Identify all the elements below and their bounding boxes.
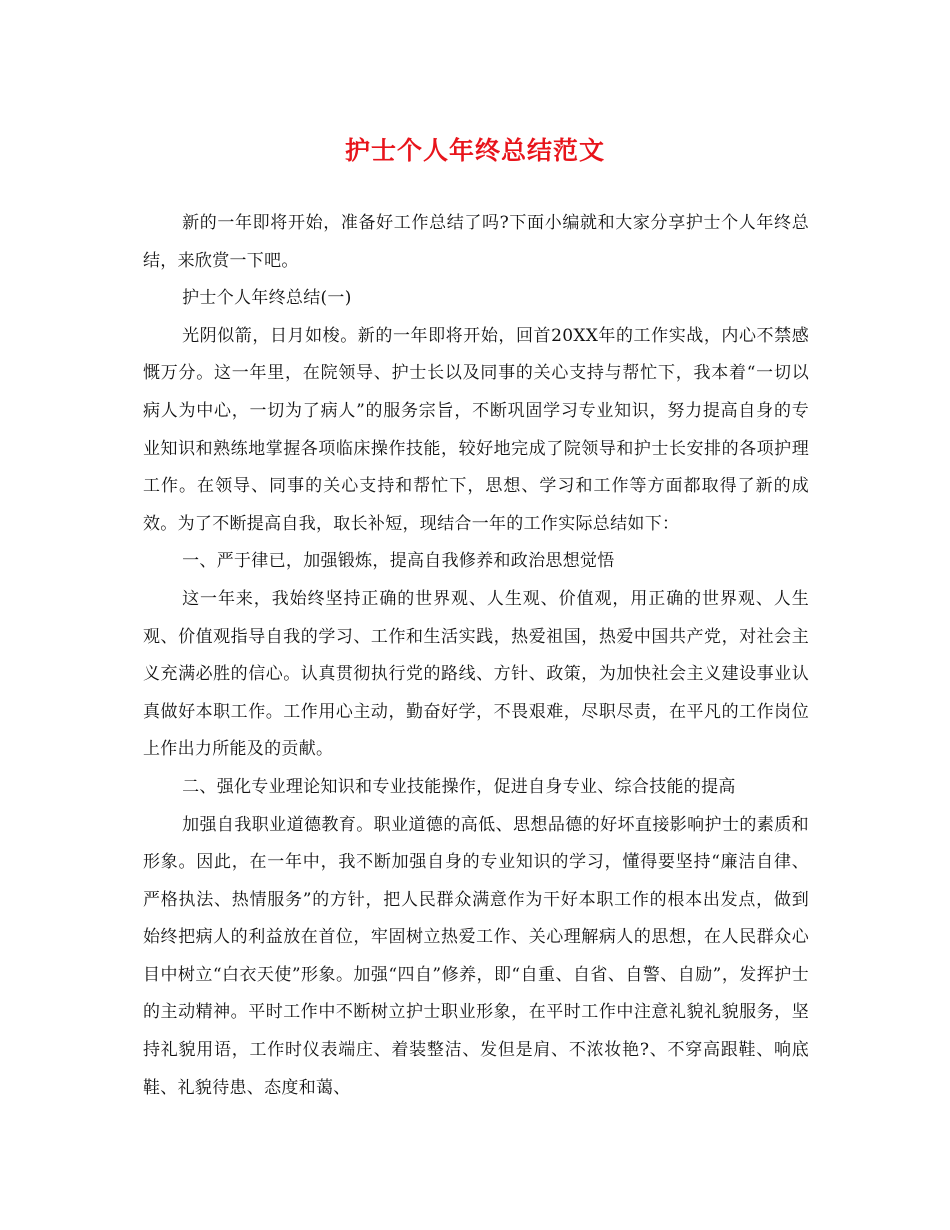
subsection-heading: 一、严于律已，加强锻炼，提高自我修养和政治思想觉悟 bbox=[182, 551, 615, 572]
body-paragraph: 光阴似箭，日月如梭。新的一年即将开始，回首20XX年的工作实战，内心不禁感慨万分。这一年里，在院领导、护士长以及同事的关心支持与帮忙下，我本着“一切以病人为中心，一切为了病人”的服务宗旨，不断巩固学习专业知识，努力提高自身的专业知识和熟练地掌握各项临床操作技能，较好地完成了院领导和护士长安排的各项护理工作。在领导、同事的关心支持和帮忙下，思想、学习和工作等方面都取得了新的成效。为了不断提高自我，取长补短，现结合一年的工作实际总结如下： bbox=[143, 325, 809, 534]
section-heading: 护士个人年终总结(一) bbox=[182, 288, 352, 309]
intro-paragraph: 新的一年即将开始，准备好工作总结了吗?下面小编就和大家分享护士个人年终总结，来欣赏一下吧。 bbox=[143, 213, 809, 271]
subsection-heading: 二、强化专业理论知识和专业技能操作，促进自身专业、综合技能的提高 bbox=[182, 776, 736, 797]
document-body bbox=[143, 205, 809, 1107]
document-title: 护士个人年终总结范文 bbox=[344, 136, 605, 165]
body-paragraph: 加强自我职业道德教育。职业道德的高低、思想品德的好坏直接影响护士的素质和形象。因此，在一年中，我不断加强自身的专业知识的学习，懂得要坚持“廉洁自律、严格执法、热情服务”的方针，把人民群众满意作为干好本职工作的根本出发点，做到始终把病人的利益放在首位，牢固树立热爱工作、关心理解病人的思想，在人民群众心目中树立“白衣天使”形象。加强“四自”修养，即“自重、自省、自警、自励”，发挥护士的主动精神。平时工作中不断树立护士职业形象，在平时工作中注意礼貌礼貌服务，坚持礼貌用语，工作时仪表端庄、着装整洁、发但是肩、不浓妆艳?、不穿高跟鞋、响底鞋、礼貌待患、态度和蔼、 bbox=[143, 814, 809, 1098]
body-paragraph: 这一年来，我始终坚持正确的世界观、人生观、价值观，用正确的世界观、人生观、价值观指导自我的学习、工作和生活实践，热爱祖国，热爱中国共产党，对社会主义充满必胜的信心。认真贯彻执行党的路线、方针、政策，为加快社会主义建设事业认真做好本职工作。工作用心主动，勤奋好学，不畏艰难，尽职尽责，在平凡的工作岗位上作出力所能及的贡献。 bbox=[143, 588, 809, 760]
